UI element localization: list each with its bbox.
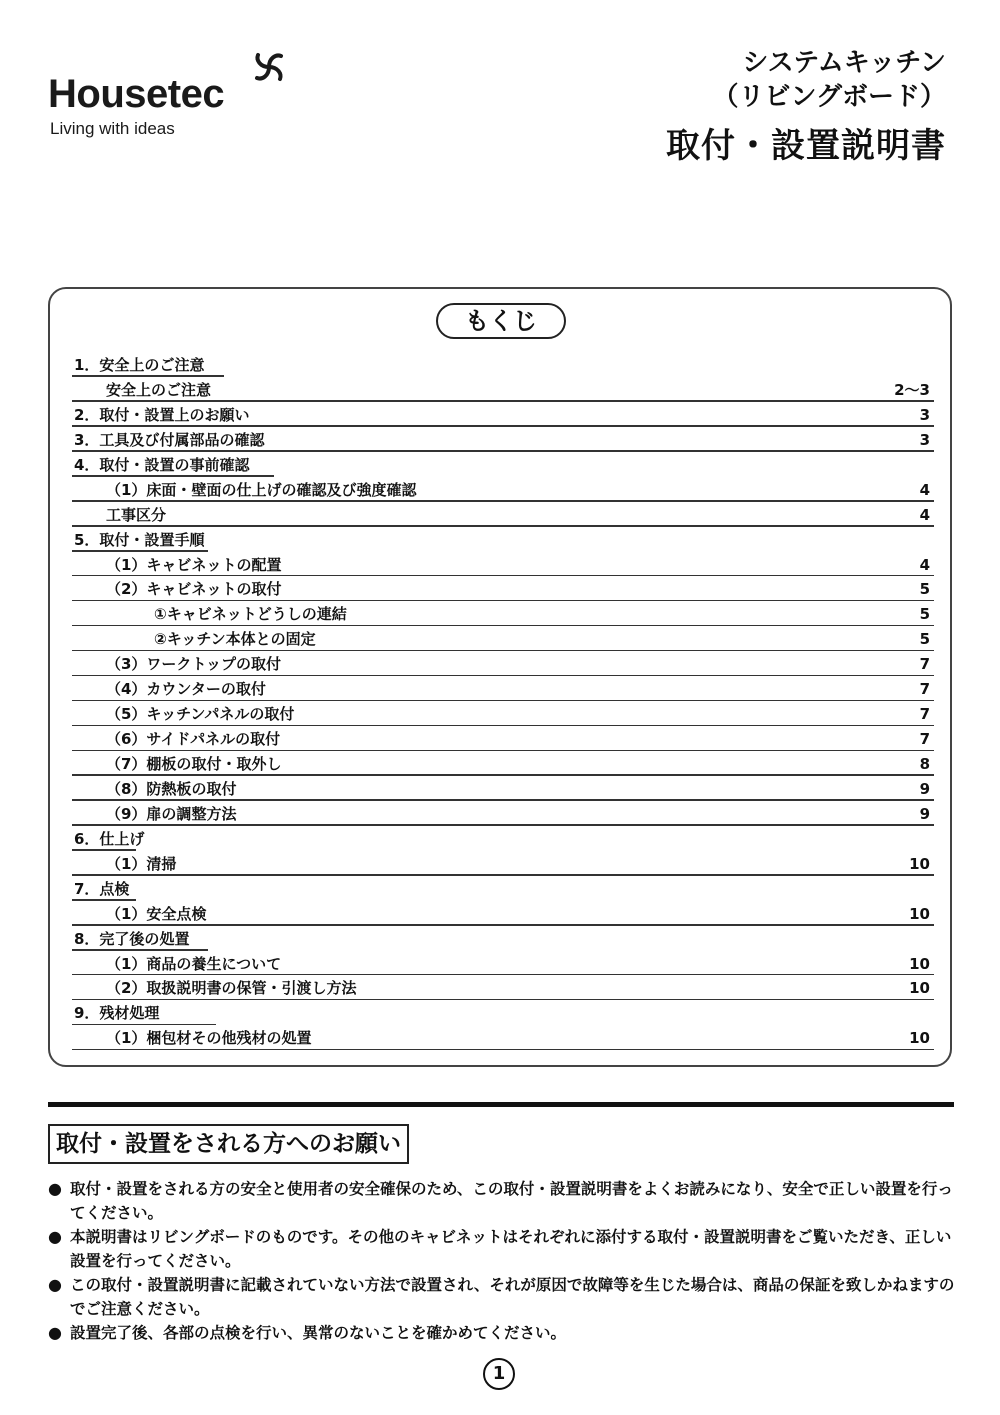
- toc-entry-page: 3: [919, 430, 930, 449]
- toc-entry-title: 4．取付・設置の事前確認: [74, 455, 250, 474]
- manual-title: 取付・設置説明書: [666, 126, 946, 166]
- toc-entry-page: 10: [909, 979, 930, 998]
- toc-row: [70, 427, 934, 452]
- toc-row: [70, 975, 934, 1000]
- toc-row: [70, 552, 934, 577]
- toc-entry-page: 4: [919, 505, 930, 524]
- title-block: [666, 46, 946, 166]
- toc-entry-title: 安全上のご注意: [106, 380, 212, 399]
- toc-row: [70, 352, 934, 377]
- brand-name: Housetec: [48, 72, 225, 116]
- toc-list: [70, 352, 934, 1050]
- toc-entry-title: 8．完了後の処置: [74, 929, 190, 948]
- toc-entry-title: 1．安全上のご注意: [74, 356, 205, 374]
- toc-entry-title: （6）サイドパネルの取付: [106, 730, 281, 749]
- toc-entry-title: （9）扉の調整方法: [106, 804, 237, 823]
- toc-entry-title: （1）安全点検: [106, 904, 207, 923]
- request-item-text: 本説明書はリビングボードのものです。その他のキャビネットはそれぞれに添付する取付・設置説明書をご覧いただき、正しい設置を行ってください。: [70, 1228, 952, 1270]
- toc-entry-title: （1）梱包材その他残材の処置: [106, 1029, 312, 1048]
- toc-row: [70, 402, 934, 427]
- request-item: [48, 1225, 958, 1273]
- toc-entry-title: 6．仕上げ: [74, 829, 145, 848]
- toc-row: [70, 452, 934, 477]
- product-subname: （リビングボード）: [712, 82, 946, 112]
- toc-entry-title: ①キャビネットどうしの連結: [154, 605, 347, 624]
- toc-row: [70, 651, 934, 676]
- toc-entry-title: （4）カウンターの取付: [106, 680, 266, 699]
- toc-row: [70, 377, 934, 402]
- section-divider: [48, 1102, 954, 1107]
- toc-entry-page: 5: [919, 580, 930, 599]
- toc-entry-page: 7: [919, 705, 930, 724]
- toc-row: [70, 477, 934, 502]
- toc-entry-page: 5: [919, 605, 930, 624]
- toc-row: [70, 776, 934, 801]
- toc-heading: もくじ: [436, 303, 566, 339]
- toc-entry-page: 3: [919, 405, 930, 424]
- page-number: 1: [483, 1358, 515, 1390]
- toc-entry-page: 4: [919, 555, 930, 574]
- toc-entry-page: 10: [909, 954, 930, 973]
- toc-entry-page: 10: [909, 904, 930, 923]
- brand-tagline: Living with ideas: [50, 119, 175, 138]
- toc-entry-page: 4: [919, 480, 930, 499]
- toc-row: [70, 851, 934, 876]
- request-item-text: 取付・設置をされる方の安全と使用者の安全確保のため、この取付・設置説明書をよくお読みになり、安全で正しい設置を行ってください。: [70, 1180, 953, 1222]
- toc-entry-title: ②キッチン本体との固定: [154, 630, 316, 649]
- toc-row: [70, 676, 934, 701]
- table-of-contents: [48, 287, 952, 1067]
- toc-row: [70, 576, 934, 601]
- toc-row: [70, 701, 934, 726]
- toc-row: [70, 527, 934, 552]
- toc-entry-title: 2．取付・設置上のお願い: [74, 405, 250, 424]
- toc-entry-page: 7: [919, 655, 930, 674]
- toc-row: [70, 626, 934, 651]
- toc-row: [70, 826, 934, 851]
- toc-entry-page: 10: [909, 1029, 930, 1048]
- toc-entry-title: （2）キャビネットの取付: [106, 580, 282, 599]
- toc-row: [70, 751, 934, 776]
- request-item: [48, 1273, 958, 1321]
- toc-entry-title: 9．残材処理: [74, 1004, 160, 1023]
- request-item: [48, 1177, 958, 1225]
- bullet-icon: ●: [48, 1275, 62, 1294]
- toc-row: [70, 601, 934, 626]
- toc-entry-title: 工事区分: [106, 505, 167, 524]
- toc-entry-title: （1）床面・壁面の仕上げの確認及び強度確認: [106, 480, 417, 499]
- brand-logo: [48, 44, 308, 144]
- toc-entry-page: 9: [919, 779, 930, 798]
- toc-entry-title: （1）商品の養生について: [106, 954, 282, 973]
- product-name: システムキッチン: [742, 48, 946, 78]
- toc-row: [70, 926, 934, 951]
- toc-entry-title: 5．取付・設置手順: [74, 530, 205, 549]
- bullet-icon: ●: [48, 1179, 62, 1198]
- toc-row: [70, 876, 934, 901]
- toc-entry-title: （8）防熱板の取付: [106, 779, 237, 798]
- toc-entry-page: 7: [919, 730, 930, 749]
- toc-entry-title: （2）取扱説明書の保管・引渡し方法: [106, 979, 357, 998]
- pinwheel-logo-icon: [248, 46, 290, 88]
- toc-entry-page: 8: [919, 755, 930, 773]
- request-list: [48, 1177, 958, 1345]
- request-heading: 取付・設置をされる方へのお願い: [48, 1124, 409, 1164]
- toc-row: [70, 726, 934, 751]
- toc-row: [70, 901, 934, 926]
- request-item-text: 設置完了後、各部の点検を行い、異常のないことを確かめてください。: [70, 1324, 567, 1342]
- toc-entry-page: 7: [919, 680, 930, 699]
- toc-entry-page: 10: [909, 854, 930, 873]
- toc-row: [70, 502, 934, 527]
- toc-entry-page: 5: [919, 630, 930, 649]
- toc-entry-title: （3）ワークトップの取付: [106, 655, 281, 674]
- toc-entry-title: 3．工具及び付属部品の確認: [74, 430, 265, 449]
- bullet-icon: ●: [48, 1227, 62, 1246]
- toc-entry-page: 9: [919, 804, 930, 823]
- toc-row: [70, 1000, 934, 1025]
- toc-row: [70, 1025, 934, 1050]
- toc-row: [70, 951, 934, 976]
- toc-entry-title: （7）棚板の取付・取外し: [106, 755, 282, 773]
- toc-row: [70, 801, 934, 826]
- toc-entry-page: 2～3: [894, 380, 930, 399]
- bullet-icon: ●: [48, 1323, 62, 1342]
- request-item-text: この取付・設置説明書に記載されていない方法で設置され、それが原因で故障等を生じた場合は、商品の保証を致しかねますのでご注意ください。: [70, 1276, 955, 1318]
- request-item: [48, 1321, 958, 1345]
- toc-entry-title: 7．点検: [74, 879, 130, 898]
- toc-entry-title: （1）キャビネットの配置: [106, 555, 282, 574]
- toc-entry-title: （5）キッチンパネルの取付: [106, 705, 295, 724]
- toc-entry-title: （1）清掃: [106, 854, 177, 873]
